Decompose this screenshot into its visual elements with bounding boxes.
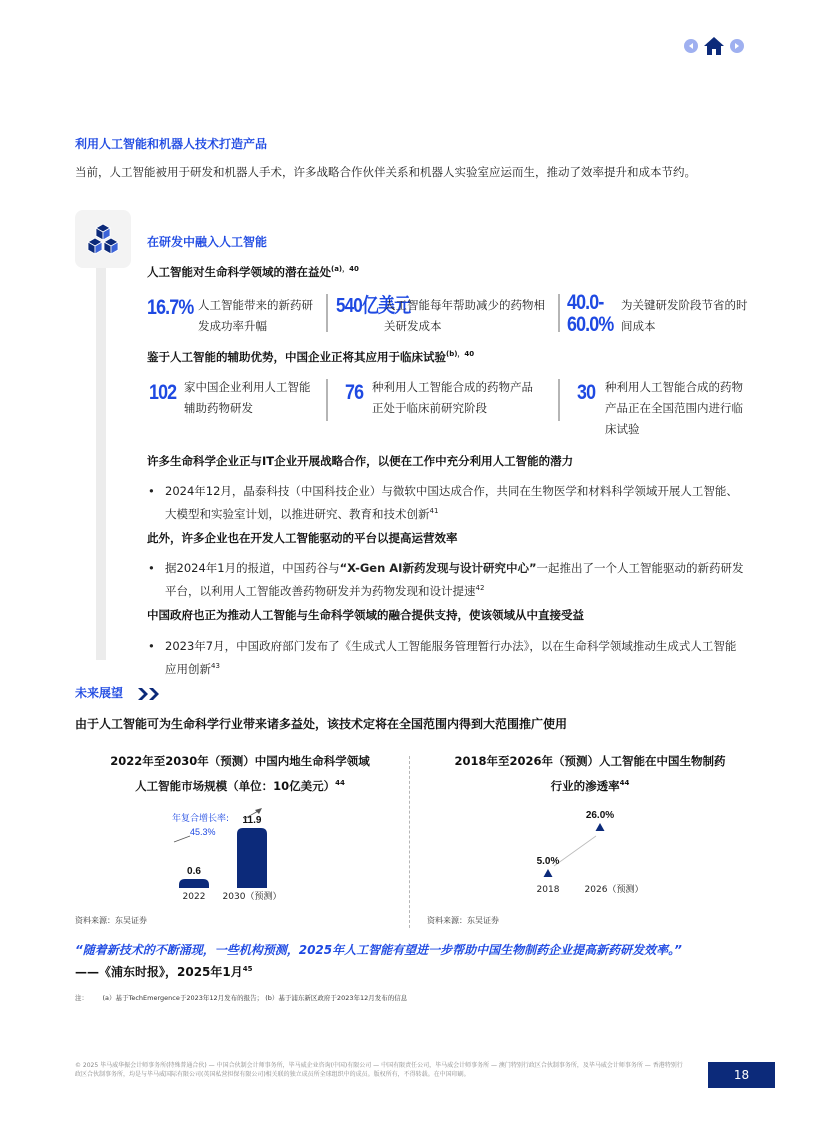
benefits-heading: 人工智能对生命科学领域的潜在益处$^{(a),40}$ (147, 265, 359, 279)
intro-paragraph: 当前，人工智能被用于研发和机器人手术，许多战略合作伙伴关系和机器人实验室应运而生，推动了效率提升和成本节约。 (75, 165, 696, 179)
double-chevron-icon (137, 687, 163, 701)
point-value-label: 5.0% (536, 856, 560, 867)
outlook-title: 未来展望 (75, 684, 163, 701)
bar (179, 879, 209, 888)
government-bullet: • 2023年7月，中国政府部门发布了《生成式人工智能服务管理暂行办法》，以在生命科学领域推动生成式人工智能应用创新$^{43}$ (148, 639, 737, 676)
stat-value: 540亿美元 (336, 295, 411, 317)
section-title: 利用人工智能和机器人技术打造产品 (75, 137, 268, 151)
bar-value-label: 0.6 (187, 866, 201, 877)
platform-bullet: • 据2024年1月的报道，中国药谷与“X-Gen AI新药发现与设计研究中心”一起推出了一个人工智能驱动的新药研发平台，以利用人工智能改善药物研发并为药物发现和设计提速$^{42}$ (148, 561, 744, 598)
cagr-arrow-tail (174, 836, 190, 842)
stat-text: 种利用人工智能合成的药物产品正在全国范围内进行临床试验 (605, 380, 743, 436)
stat-value: 102 (149, 381, 177, 404)
chart2-title: 2018年至2026年（预测）人工智能在中国生物制药 行业的渗透率$^{44}$ (454, 754, 726, 793)
cagr-value: 45.3% (190, 827, 216, 837)
data-point (544, 869, 553, 877)
penetration-chart (520, 800, 680, 900)
side-rail (96, 266, 106, 660)
divider (326, 294, 328, 332)
quote-source: ——《浦东时报》，2025年1月$^{45}$ (75, 965, 253, 979)
chart1-title: 2022年至2030年（预测）中国内地生命科学领域 人工智能市场规模（单位：10亿美元）$^{44}$ (110, 754, 370, 793)
footnote: 注： (a）基于TechEmergence于2023年12月发布的报告； (b）基于浦东新区政府于2023年12月发布的信息 (75, 994, 408, 1002)
page-nav (684, 36, 744, 56)
trend-line (554, 836, 596, 866)
stat-value: 40.0-60.0% (567, 291, 614, 336)
partnership-bullet: • 2024年12月，晶泰科技（中国科技企业）与微软中国达成合作，共同在生物医学和材料科学领域开展人工智能、大模型和实验室计划，以推进研究、教育和技术创新$^{41}$ (148, 484, 738, 521)
stat-text: 种利用人工智能合成的药物产品正处于临床前研究阶段 (372, 380, 533, 415)
stat-value: 76 (345, 381, 364, 404)
cagr-label: 年复合增长率: (172, 814, 230, 824)
stat-value: 30 (577, 381, 596, 404)
category-label: 2022 (182, 892, 206, 902)
stat-text: 人工智能带来的新药研发成功率升幅 (198, 298, 313, 333)
ai-cubes-icon (75, 210, 131, 268)
subsection-title: 在研发中融入人工智能 (147, 235, 268, 249)
data-point (596, 823, 605, 831)
government-heading: 中国政府也正为推动人工智能与生命科学领域的融合提供支持，使该领域从中直接受益 (147, 608, 584, 622)
page-number: 18 (708, 1062, 775, 1088)
previous-page-icon[interactable] (684, 39, 698, 53)
quote: “随着新技术的不断涌现，一些机构预测，2025年人工智能有望进一步帮助中国生物制药企业提高新药研发效率。” (75, 943, 682, 957)
stats-row-1 (147, 292, 747, 340)
stat-text: 家中国企业利用人工智能辅助药物研发 (184, 380, 311, 415)
bar-value-label: 11.9 (242, 815, 262, 826)
next-page-icon[interactable] (730, 39, 744, 53)
chart-divider (409, 756, 410, 928)
chart1-source: 资料来源：东吴证券 (75, 916, 147, 925)
chart2-source: 资料来源：东吴证券 (427, 916, 499, 925)
divider (558, 379, 560, 421)
stats-row-2 (147, 377, 747, 439)
point-value-label: 26.0% (585, 810, 615, 821)
bar (237, 828, 267, 888)
category-label: 2026（预测） (584, 885, 644, 895)
platform-heading: 此外，许多企业也在开发人工智能驱动的平台以提高运营效率 (147, 531, 458, 545)
divider (326, 379, 328, 421)
category-label: 2018 (536, 885, 560, 895)
clinical-heading: 鉴于人工智能的辅助优势，中国企业正将其应用于临床试验$^{(b),40}$ (147, 350, 475, 364)
stat-text: 人工智能每年帮助减少的药物相关研发成本 (384, 298, 545, 333)
market-size-chart (150, 800, 370, 910)
cagr-arrow-head (255, 808, 262, 814)
category-label: 2030（预测） (222, 892, 282, 902)
stat-text: 为关键研发阶段节省的时间成本 (621, 298, 748, 333)
home-icon[interactable] (703, 36, 725, 56)
partnership-heading: 许多生命科学企业正与IT企业开展战略合作，以便在工作中充分利用人工智能的潜力 (147, 454, 574, 468)
outlook-line: 由于人工智能可为生命科学行业带来诸多益处，该技术定将在全国范围内得到大范围推广使用 (75, 717, 568, 731)
copyright: © 2025 毕马威华振会计师事务所(特殊普通合伙) — 中国合伙制会计师事务所，毕马威企业咨询(中国)有限公司 — 中国有限责任公司，毕马威会计师事务所 — 澳门特别行政区合伙制事务所，及毕马威会计师事务所 — 香港特别行政区合伙制事务所，均是与毕马威国际有限公司(英国私营担保有限公司)相关联的独立成员所全球组织中的成员。版权所有，不得转载。在中国印刷。 (75, 1062, 683, 1078)
divider (558, 294, 560, 332)
stat-value: 16.7% (147, 296, 194, 319)
